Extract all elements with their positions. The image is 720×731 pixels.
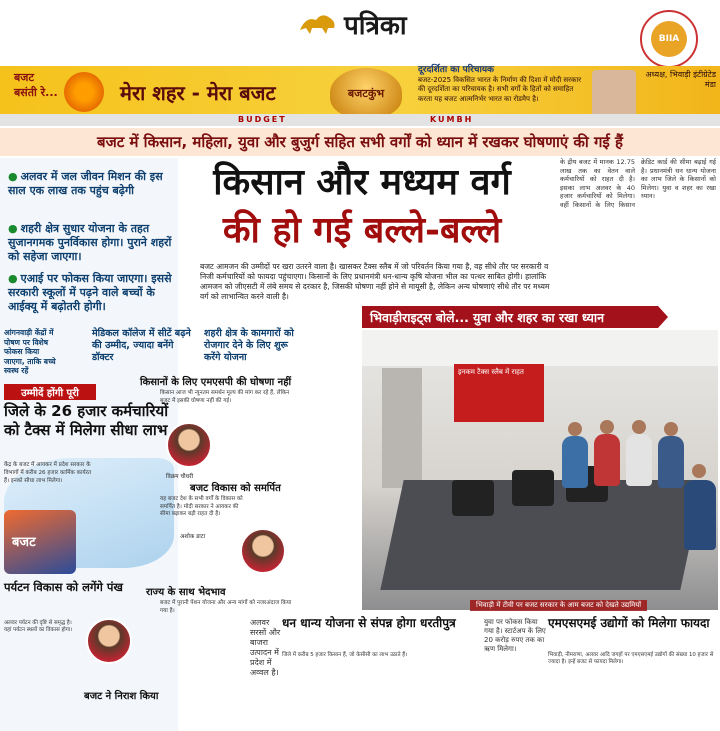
left-story-headline: जिले के 26 हजार कर्मचारियों को टैक्स में मिलेगा सीधा लाभ	[4, 402, 169, 439]
bullet-dot-icon: ●	[8, 272, 18, 285]
hero-line-1: किसान और मध्यम वर्ग	[213, 161, 511, 203]
person-head	[664, 422, 678, 436]
dhan-headline: धन धान्य योजना से संपन्न होगा धरतीपुत्र	[282, 616, 456, 630]
stamp-label: उम्मीदें होंगी पूरी	[4, 384, 96, 400]
left-bullet-2	[8, 222, 178, 264]
opinion-1-person: विक्रम चौधरी	[166, 474, 194, 480]
left-story-body: केंद्र के बजट में आयकर में प्रदेश सरकार के विभागों में करीब 26 हजार कार्मिक कार्यरत हैं। इनको सीधा लाभ मिलेगा।	[4, 462, 92, 484]
association-seal	[640, 10, 698, 68]
banner-quote-body: बजट-2025 विकसित भारत के निर्माण की दिशा में मोदी सरकार की दूरदर्शिता का परिचायक है। सभी वर्गों के हितों को समाहित करता यह बजट आत्मनिर्भर भारत का रोडमैप है।	[418, 75, 582, 103]
dhan-body: जिले में करीब 5 हजार किसान हैं, जो केसीसी का लाभ उठाते हैं।	[282, 652, 408, 658]
opinion-3-title: राज्य के साथ भेदभाव	[146, 587, 226, 598]
person-head	[692, 464, 706, 478]
left-bullet-3-text: एआई पर फोकस किया जाएगा। इससे सरकारी स्कूलों में पढ़ने वाले बच्चों के आईक्यू में बढ़ोतरी होगी।	[8, 272, 172, 313]
tourism-body: अलवर पर्यटन की दृष्टि से समृद्ध है। यहां पर्यटन स्थलों का विकास होगा।	[4, 620, 73, 634]
meeting-photo	[362, 330, 718, 610]
chair	[512, 470, 554, 506]
note-urban-workers: शहरी क्षेत्र के कामगारों को रोजगार देने के लिए शुरू करेंगे योजना	[204, 328, 294, 363]
tv-screen: इनकम टैक्स स्लैब में राहत	[454, 364, 544, 422]
strip-headline: बजट में किसान, महिला, युवा और बुजुर्ग सहित सभी वर्गों को ध्यान में रखकर घोषणाएं की गई हैं	[97, 133, 623, 151]
tourism-story	[4, 580, 200, 731]
dhan-story	[282, 612, 492, 731]
left-bullet-1	[8, 170, 178, 198]
person-head	[600, 420, 614, 434]
newspaper-name: पत्रिका	[344, 11, 407, 41]
person	[658, 436, 684, 488]
right-column-text	[556, 158, 720, 328]
note-anganwadi: आंगनवाड़ी केंद्रों में पोषण पर विशेष फोकस किया जाएगा, ताकि बच्चे स्वस्थ रहें	[4, 328, 56, 375]
banner-quote-head: दूरदर्शिता का परिचायक	[418, 65, 494, 75]
opinion-1-body: किसान आज भी न्यूनतम समर्थन मूल्य की मांग कर रहे हैं, लेकिन बजट में इसकी घोषणा नहीं की गई।	[160, 390, 290, 404]
opinion-box-2	[100, 480, 300, 519]
masthead	[0, 0, 720, 62]
opinion-boxes	[100, 372, 360, 612]
avatar	[240, 528, 286, 574]
hero-deck: बजट आमजन की उम्मीदों पर खरा उतरने वाला है। खासकर टैक्स स्लैब में जो परिवर्तन किया गया है, वह सीधे तौर पर सरकारी व निजी कर्मचारियों को फायदा पहुंचाएगा। किसानों के लिए प्रधानमंत्री धन-धान्य कृषि योजना भील का पत्थर साबित होगी। हालांकि आमजन को जीएसटी में लंबे समय से दरकार है, जिसकी घोषणा नहीं होने से मायूसी है, लेकिन अन्य घोषणाएं सीधे तौर पर मध्यम वर्ग को लाभान्वित करने वाली है।	[200, 262, 550, 301]
left-bullet-3	[8, 272, 178, 314]
subband-budget: BUDGET	[238, 115, 287, 124]
budget-art-text: बजट	[12, 535, 36, 550]
opinion-3-body: बजट में पुरानी पेंशन योजना और अन्य मांगों को नजरअंदाज किया गया है।	[160, 600, 292, 614]
chair	[452, 480, 494, 516]
avatar	[86, 618, 132, 664]
person	[626, 434, 652, 486]
person	[562, 436, 588, 488]
budget-tag-line1: बजट	[14, 71, 34, 84]
subband-kumbh: KUMBH	[430, 115, 474, 124]
marigold-icon	[64, 72, 104, 112]
speaker-photo	[592, 70, 636, 118]
banner-right-text: अध्यक्ष, भिवाड़ी इंटीग्रेटेड मंडा	[645, 70, 716, 89]
opinion-1-title: किसानों के लिए एमएसपी की घोषणा नहीं	[140, 377, 292, 388]
budget-tag-line2: बसंती रे...	[14, 86, 58, 99]
person	[684, 480, 716, 550]
person	[594, 434, 620, 486]
left-bullet-2-text: शहरी क्षेत्र सुधार योजना के तहत सुजानगमक पुनर्विकास होगा। पुराने शहरों को सहेजा जाएगा।	[8, 222, 172, 263]
bullet-dot-icon: ●	[8, 170, 18, 183]
hero-line-2: की हो गई बल्ले-बल्ले	[222, 209, 502, 251]
budget-tag	[14, 70, 58, 100]
avatar	[166, 422, 212, 468]
person-head	[632, 420, 646, 434]
note-medical: मेडिकल कॉलेज में सीटें बढ़ने की उम्मीद, ज्यादा बनेंगे डॉक्टर	[92, 328, 191, 363]
banner-title: मेरा शहर - मेरा बजट	[120, 81, 276, 105]
right-column-body: के द्रीय बजट में मानक 12.75 लाख तक का वेतन वाले कर्मचारियों को राहत दी है। इसका लाभ अलवर के 40 हजार कर्मचारियों को मिलेगा। वहीं किसानों के लिए किसान क्रेडिट कार्ड की सीमा बढ़ाई गई है। प्रधानमंत्री धन धान्य योजना का लाभ जिले के किसानों को मिलेगा। युवा व शहर का रखा ध्यान।	[560, 158, 716, 209]
kumbh-pot-icon: बजटकुंभ	[330, 68, 402, 118]
ceiling	[362, 330, 718, 366]
opinion-2-title: बजट विकास को समर्पित	[190, 483, 281, 494]
mustard-note-text: अलवर सरसों और बाजरा उत्पादन में प्रदेश में अव्वल है।	[250, 618, 281, 677]
left-bullet-1-text: अलवर में जल जीवन मिशन की इस साल एक लाख तक पहुंच बढ़ेगी	[8, 170, 163, 197]
youth-note	[480, 612, 550, 731]
seal-text: BIIA	[651, 21, 687, 57]
patrika-logo	[298, 6, 407, 42]
msme-body: भिवाड़ी, नीमराणा, अलवर आदि जगहों पर एमएसएमई उद्योगों की संख्या 10 हजार से ज्यादा है। इन्हें बजट से फायदा मिलेगा।	[548, 652, 714, 666]
budget-art	[4, 510, 76, 574]
headline-strip	[0, 128, 720, 156]
banner-subband	[0, 114, 720, 126]
banner-quote	[418, 66, 584, 104]
tourism-headline: पर्यटन विकास को लगेंगे पंख	[4, 580, 123, 594]
youth-note-text: युवा पर फोकस किया गया है। स्टार्टअप के लिए 20 करोड़ रुपए तक का ऋण मिलेगा।	[484, 618, 546, 653]
msme-story	[548, 612, 720, 731]
opinion-2-person: अशोक डाटा	[180, 534, 206, 540]
arrow-icon	[658, 306, 668, 328]
lion-emblem-icon	[298, 10, 338, 38]
door	[382, 368, 422, 488]
section-banner-text: भिवाड़ीराइट्स बोले... युवा और शहर का रखा ध्यान	[370, 309, 605, 325]
bullet-dot-icon: ●	[8, 222, 18, 235]
photo-caption: भिवाड़ी में टीवी पर बजट सरकार के आम बजट को देखते उद्यमियों	[470, 600, 647, 611]
msme-headline: एमएसएमई उद्योगों को मिलेगा फायदा	[548, 616, 710, 630]
person-head	[568, 422, 582, 436]
section-banner	[362, 306, 658, 328]
opinion-box-1	[100, 374, 300, 405]
opinion-2-body: यह बजट देश के सभी वर्गों के विकास को समर्पित है। मोदी सरकार ने आयकर की सीमा बढ़ाकर बड़ी राहत दी है।	[160, 496, 243, 518]
disappoint-headline: बजट ने निराश किया	[84, 691, 159, 702]
hero-headline	[182, 158, 542, 264]
notes-row	[4, 328, 360, 375]
